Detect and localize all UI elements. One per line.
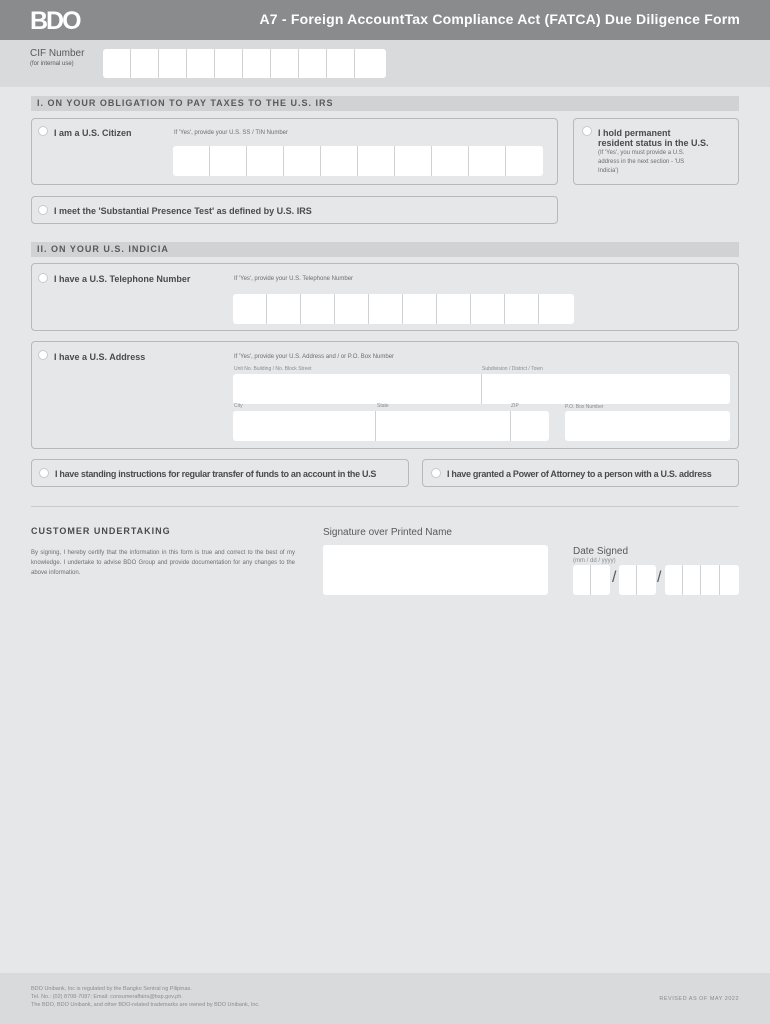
footer-contact: Tel. No.: (02) 8708-7087; Email: consumeraffairs@bsp.gov.ph. <box>31 994 183 1000</box>
us-citizen-hint: If 'Yes', provide your U.S. SS / TIN Number <box>174 130 289 136</box>
section-1-heading: I. ON YOUR OBLIGATION TO PAY TAXES TO THE U.S. IRS <box>31 96 739 111</box>
permanent-resident-label-2: resident status in the U.S. <box>598 138 709 148</box>
revision-date: REVISED AS OF MAY 2022 <box>659 996 739 1002</box>
unit-street-label: Unit No. Building / No. Block Street <box>234 366 312 372</box>
date-day-input[interactable] <box>619 565 656 595</box>
power-of-attorney-label: I have granted a Power of Attorney to a person with a U.S. address <box>447 469 712 479</box>
city-label: City <box>234 403 243 409</box>
permanent-resident-hint-2: address in the next section - 'US <box>598 159 685 165</box>
footer-regulation: BDO Unibank, Inc is regulated by the Bangko Sentral ng Pilipinas. <box>31 986 192 992</box>
permanent-resident-label-1: I hold permanent <box>598 128 671 138</box>
date-format-hint: (mm / dd / yyyy) <box>573 558 616 564</box>
bdo-logo: BDO <box>30 7 80 35</box>
date-month-input[interactable] <box>573 565 610 595</box>
cif-number-input[interactable] <box>103 49 386 78</box>
undertaking-text: By signing, I hereby certify that the information in this form is true and correct to the best of my knowledge. I undertake to advise BDO Group and provide documentation for any changes to the above information. <box>31 550 295 576</box>
date-signed-label: Date Signed <box>573 546 629 557</box>
ss-tin-input[interactable] <box>173 146 543 176</box>
address-field-divider <box>481 374 482 404</box>
telephone-label: I have a U.S. Telephone Number <box>54 274 191 284</box>
form-header <box>0 0 770 40</box>
address-hint: If 'Yes', provide your U.S. Address and / or P.O. Box Number <box>234 354 395 360</box>
form-title: A7 - Foreign AccountTax Compliance Act (FATCA) Due Diligence Form <box>259 11 740 27</box>
address-radio[interactable] <box>38 350 48 360</box>
permanent-resident-hint-1: (If 'Yes', you must provide a U.S. <box>598 150 685 156</box>
date-slash-2: / <box>657 569 662 586</box>
telephone-hint: If 'Yes', provide your U.S. Telephone Number <box>234 276 354 282</box>
signature-label: Signature over Printed Name <box>323 527 452 538</box>
cif-sublabel: (for internal use) <box>30 61 74 67</box>
section-2-heading: II. ON YOUR U.S. INDICIA <box>31 242 739 257</box>
substantial-presence-radio[interactable] <box>38 205 48 215</box>
power-of-attorney-radio[interactable] <box>431 468 441 478</box>
pobox-label: P.O. Box Number <box>565 404 604 410</box>
state-zip-divider <box>510 411 511 441</box>
city-state-zip-input[interactable] <box>233 411 549 441</box>
us-citizen-label: I am a U.S. Citizen <box>54 128 132 138</box>
address-label: I have a U.S. Address <box>54 352 146 362</box>
permanent-resident-hint-3: Indicia') <box>598 168 619 174</box>
state-label: State <box>377 403 389 409</box>
date-slash-1: / <box>612 569 617 586</box>
standing-instructions-label: I have standing instructions for regular transfer of funds to an account in the U.S <box>55 469 377 479</box>
signature-input[interactable] <box>323 545 548 595</box>
date-year-input[interactable] <box>665 565 739 595</box>
zip-label: ZIP <box>511 403 519 409</box>
us-citizen-radio[interactable] <box>38 126 48 136</box>
section-divider <box>31 506 739 507</box>
city-state-divider <box>375 411 376 441</box>
standing-instructions-radio[interactable] <box>39 468 49 478</box>
cif-label: CIF Number <box>30 48 85 59</box>
substantial-presence-label: I meet the 'Substantial Presence Test' as defined by U.S. IRS <box>54 206 312 216</box>
permanent-resident-radio[interactable] <box>582 126 592 136</box>
telephone-input[interactable] <box>233 294 574 324</box>
footer-trademark: The BDO, BDO Unibank, and other BDO-related trademarks are owned by BDO Unibank, Inc. <box>31 1002 260 1008</box>
subdivision-label: Subdivision / District / Town <box>482 366 543 372</box>
pobox-input[interactable] <box>565 411 730 441</box>
telephone-radio[interactable] <box>38 273 48 283</box>
undertaking-title: CUSTOMER UNDERTAKING <box>31 526 171 536</box>
